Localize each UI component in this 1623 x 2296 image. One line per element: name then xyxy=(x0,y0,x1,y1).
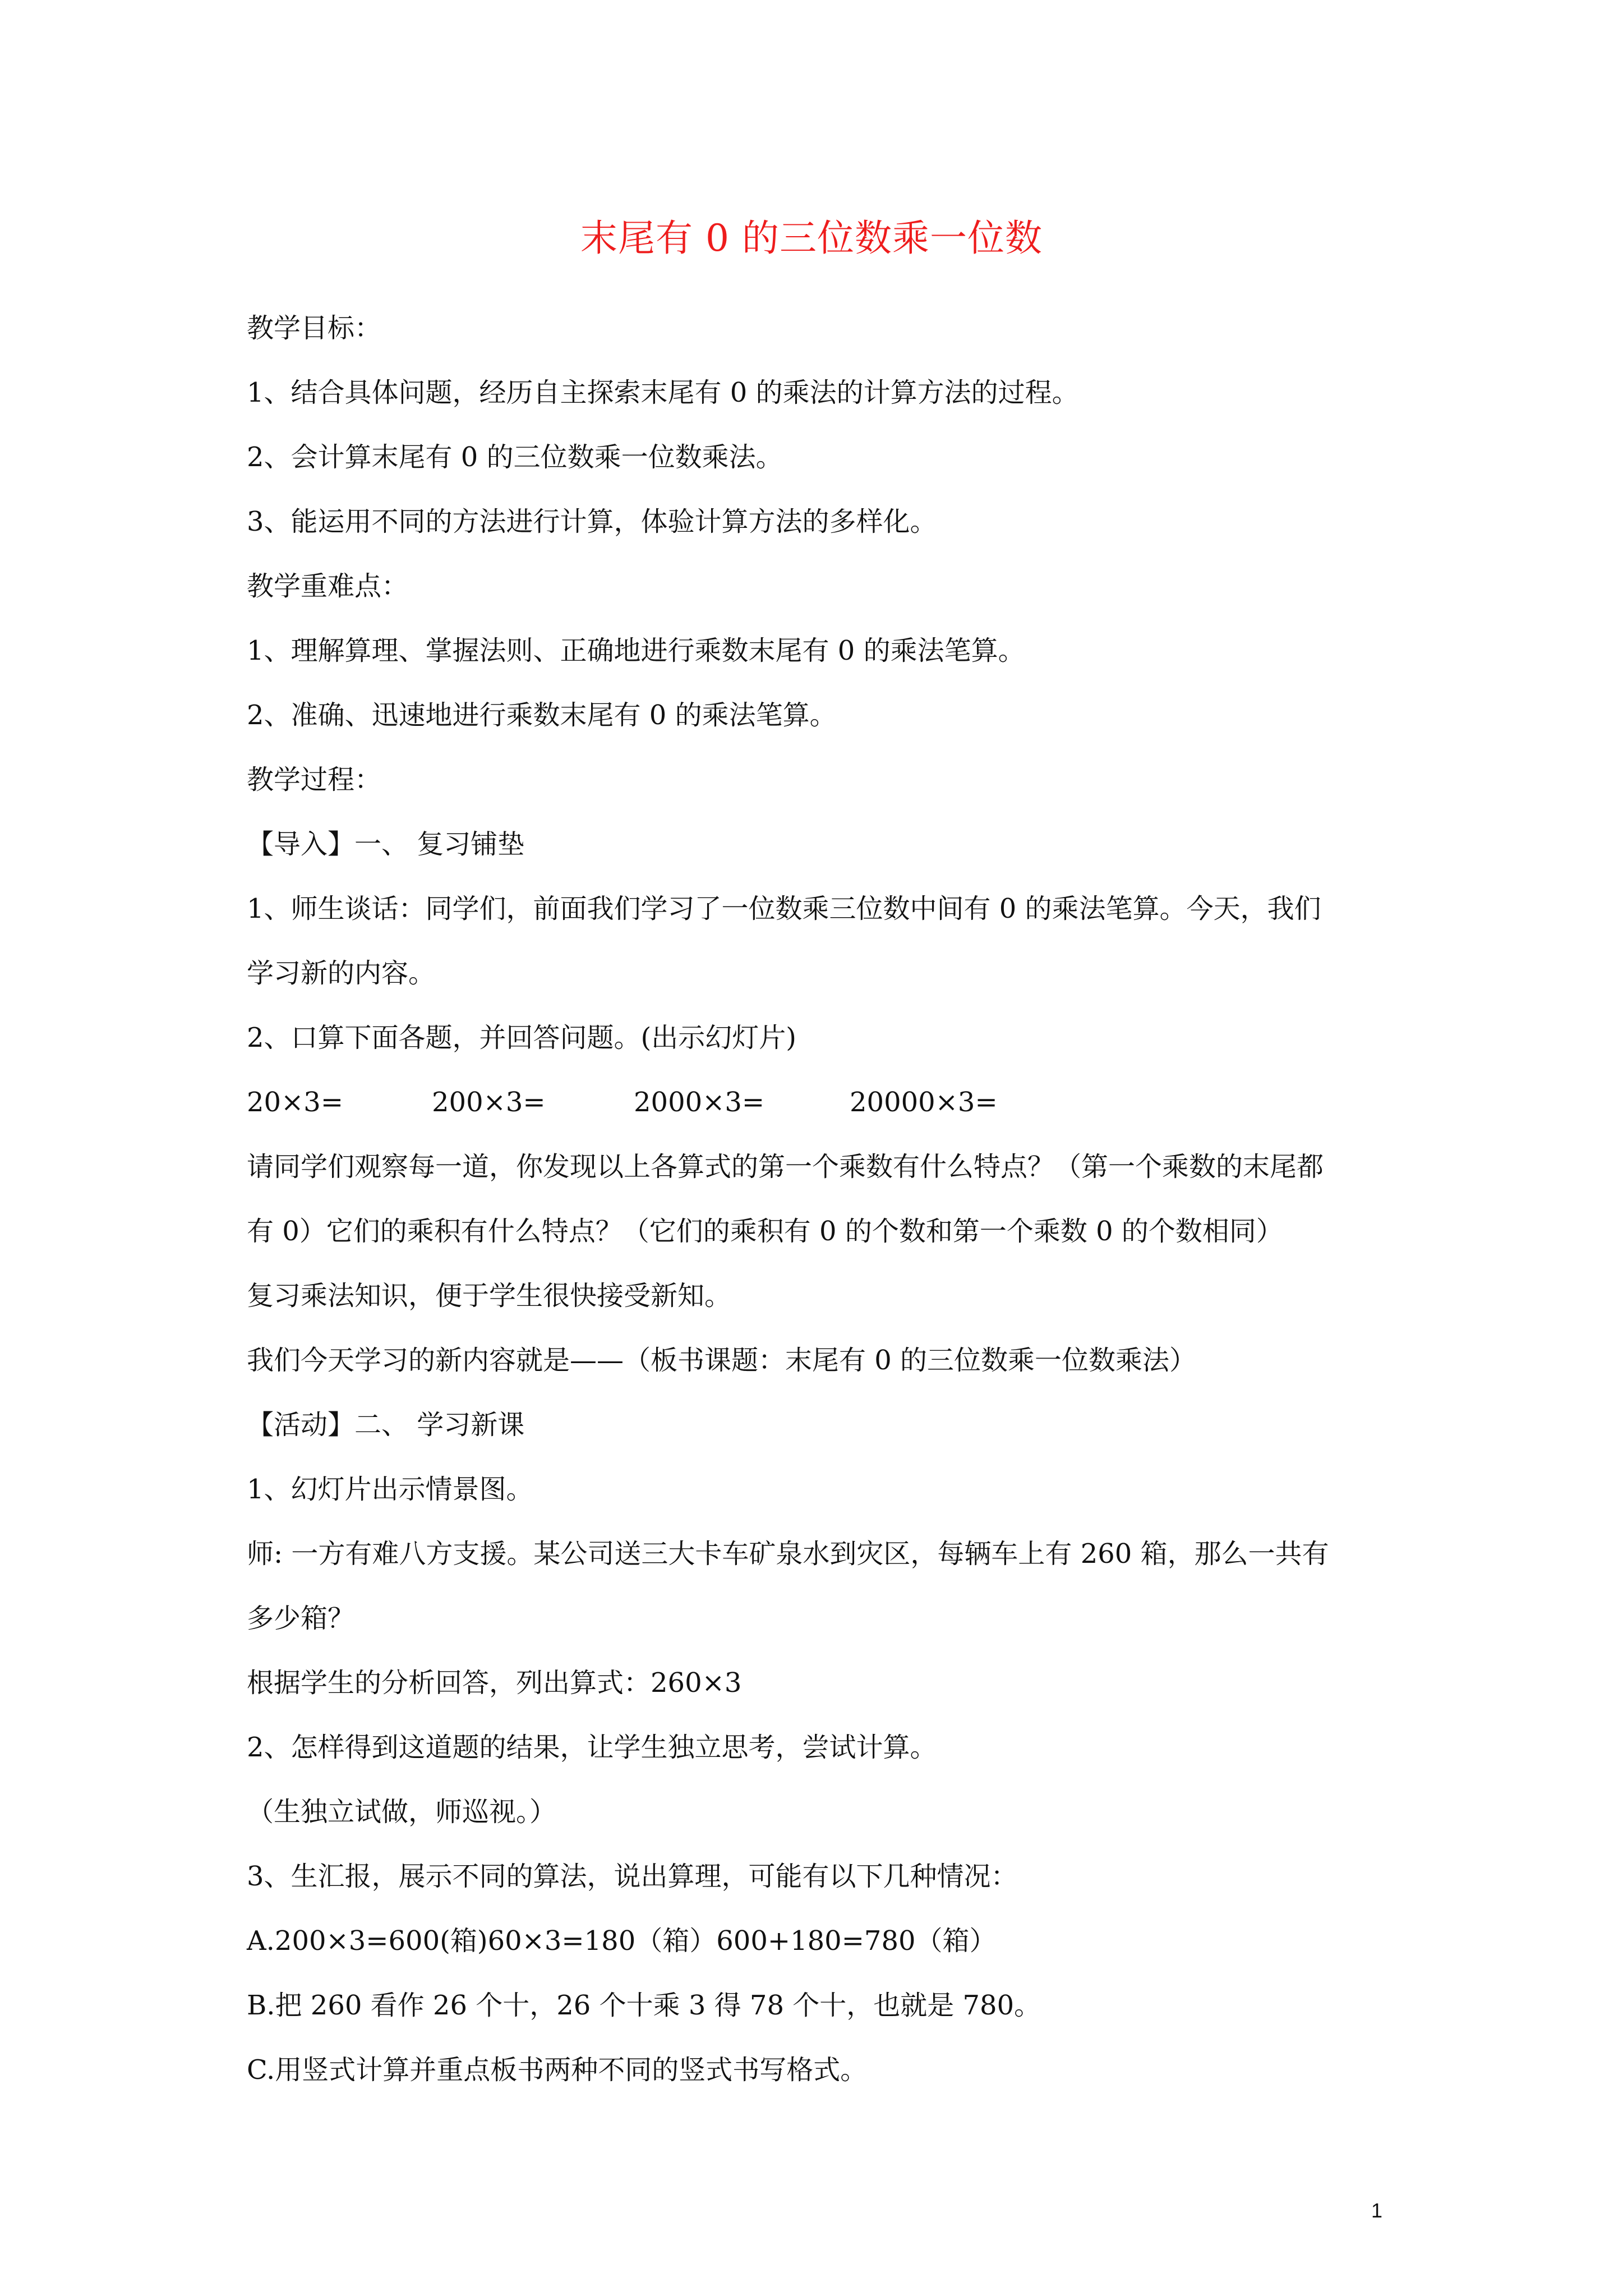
method-b: B.把 260 看作 26 个十，26 个十乘 3 得 78 个十，也就是 780。 xyxy=(247,1990,1041,2021)
paragraph: 复习乘法知识，便于学生很快接受新知。 xyxy=(247,1280,732,1312)
paragraph: 根据学生的分析回答，列出算式：260×3 xyxy=(247,1667,742,1699)
section-heading-activity: 【活动】二、 学习新课 xyxy=(247,1409,525,1441)
calc-item: 20×3= xyxy=(247,1087,344,1118)
paragraph: 1、师生谈话：同学们，前面我们学习了一位数乘三位数中间有 0 的乘法笔算。今天，我们 xyxy=(247,893,1321,924)
paragraph: （生独立试做，师巡视。） xyxy=(247,1796,557,1828)
paragraph: 3、生汇报，展示不同的算法，说出算理，可能有以下几种情况： xyxy=(247,1861,1018,1892)
paragraph: 1、幻灯片出示情景图。 xyxy=(247,1474,533,1505)
section-heading-intro: 【导入】一、 复习铺垫 xyxy=(247,829,525,860)
document-body xyxy=(247,296,1391,2102)
paragraph: 我们今天学习的新内容就是——（板书课题：末尾有 0 的三位数乘一位数乘法） xyxy=(247,1345,1197,1376)
paragraph: 多少箱？ xyxy=(247,1603,355,1634)
paragraph: 学习新的内容。 xyxy=(247,958,436,989)
section-heading-objectives: 教学目标： xyxy=(247,312,382,344)
paragraph: 1、结合具体问题，经历自主探索末尾有 0 的乘法的计算方法的过程。 xyxy=(247,377,1079,408)
paragraph: 2、口算下面各题，并回答问题。(出示幻灯片) xyxy=(247,1022,796,1053)
document-title: 末尾有 0 的三位数乘一位数 xyxy=(580,217,1043,260)
section-heading-key-points: 教学重难点： xyxy=(247,570,409,602)
paragraph: 师: 一方有难八方支援。某公司送三大卡车矿泉水到灾区，每辆车上有 260 箱，那么一共有 xyxy=(247,1538,1329,1570)
paragraph: 2、准确、迅速地进行乘数末尾有 0 的乘法笔算。 xyxy=(247,700,837,731)
paragraph: 2、怎样得到这道题的结果，让学生独立思考，尝试计算。 xyxy=(247,1732,937,1763)
paragraph: 请同学们观察每一道，你发现以上各算式的第一个乘数有什么特点？（第一个乘数的末尾都 xyxy=(247,1151,1324,1182)
page-number: 1 xyxy=(1371,2199,1383,2222)
calc-item: 200×3= xyxy=(432,1087,546,1118)
calc-item: 2000×3= xyxy=(634,1087,765,1118)
paragraph: 2、会计算末尾有 0 的三位数乘一位数乘法。 xyxy=(247,441,783,473)
calc-item: 20000×3= xyxy=(850,1087,998,1118)
oral-calc-row xyxy=(247,1070,1391,1135)
method-a: A.200×3=600(箱)60×3=180（箱）600+180=780（箱） xyxy=(247,1925,997,1957)
paragraph: 有 0）它们的乘积有什么特点？（它们的乘积有 0 的个数和第一个乘数 0 的个数相同） xyxy=(247,1216,1283,1247)
section-heading-process: 教学过程： xyxy=(247,764,382,795)
method-c: C.用竖式计算并重点板书两种不同的竖式书写格式。 xyxy=(247,2054,868,2086)
paragraph: 3、能运用不同的方法进行计算，体验计算方法的多样化。 xyxy=(247,506,937,537)
paragraph: 1、理解算理、掌握法则、正确地进行乘数末尾有 0 的乘法笔算。 xyxy=(247,635,1025,666)
